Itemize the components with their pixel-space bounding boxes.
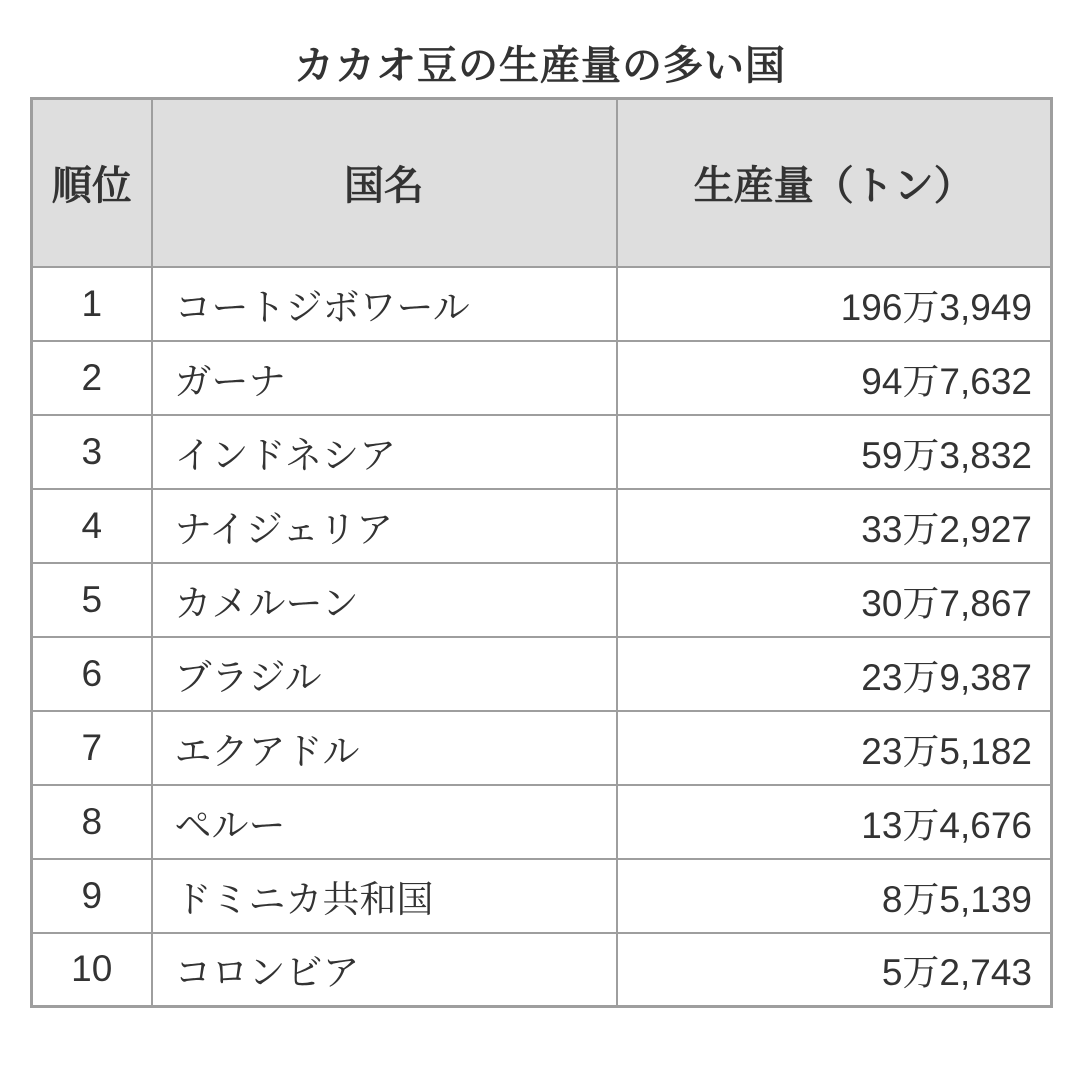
- table-row: [32, 267, 1052, 341]
- table-header: [32, 99, 1052, 267]
- rank-cell: 6: [32, 637, 152, 711]
- production-cell: 196万3,949: [617, 267, 1052, 341]
- production-cell: 23万9,387: [617, 637, 1052, 711]
- rank-cell: 2: [32, 341, 152, 415]
- rank-cell: 8: [32, 785, 152, 859]
- production-cell: 30万7,867: [617, 563, 1052, 637]
- production-cell: 13万4,676: [617, 785, 1052, 859]
- table-row: [32, 711, 1052, 785]
- production-cell: 94万7,632: [617, 341, 1052, 415]
- production-cell: 5万2,743: [617, 933, 1052, 1007]
- rank-cell: 1: [32, 267, 152, 341]
- country-cell: エクアドル: [152, 711, 617, 785]
- country-cell: ペルー: [152, 785, 617, 859]
- header-production: 生産量（トン）: [617, 99, 1052, 267]
- table-row: [32, 415, 1052, 489]
- production-cell: 33万2,927: [617, 489, 1052, 563]
- production-cell: 59万3,832: [617, 415, 1052, 489]
- header-country: 国名: [152, 99, 617, 267]
- rank-cell: 9: [32, 859, 152, 933]
- header-rank: 順位: [32, 99, 152, 267]
- table-row: [32, 859, 1052, 933]
- country-cell: ガーナ: [152, 341, 617, 415]
- table-row: [32, 933, 1052, 1007]
- table-row: [32, 341, 1052, 415]
- country-cell: ブラジル: [152, 637, 617, 711]
- country-cell: インドネシア: [152, 415, 617, 489]
- table-row: [32, 563, 1052, 637]
- production-cell: 8万5,139: [617, 859, 1052, 933]
- table-row: [32, 637, 1052, 711]
- table-row: [32, 785, 1052, 859]
- country-cell: コートジボワール: [152, 267, 617, 341]
- production-cell: 23万5,182: [617, 711, 1052, 785]
- rank-cell: 3: [32, 415, 152, 489]
- page-title: カカオ豆の生産量の多い国: [294, 44, 786, 88]
- country-cell: ナイジェリア: [152, 489, 617, 563]
- header-row: [32, 99, 1052, 267]
- rank-cell: 4: [32, 489, 152, 563]
- rank-cell: 10: [32, 933, 152, 1007]
- country-cell: ドミニカ共和国: [152, 859, 617, 933]
- country-cell: カメルーン: [152, 563, 617, 637]
- rank-cell: 7: [32, 711, 152, 785]
- table-body: [32, 267, 1052, 1007]
- country-cell: コロンビア: [152, 933, 617, 1007]
- rank-cell: 5: [32, 563, 152, 637]
- table-row: [32, 489, 1052, 563]
- cacao-production-table: [30, 97, 1053, 1008]
